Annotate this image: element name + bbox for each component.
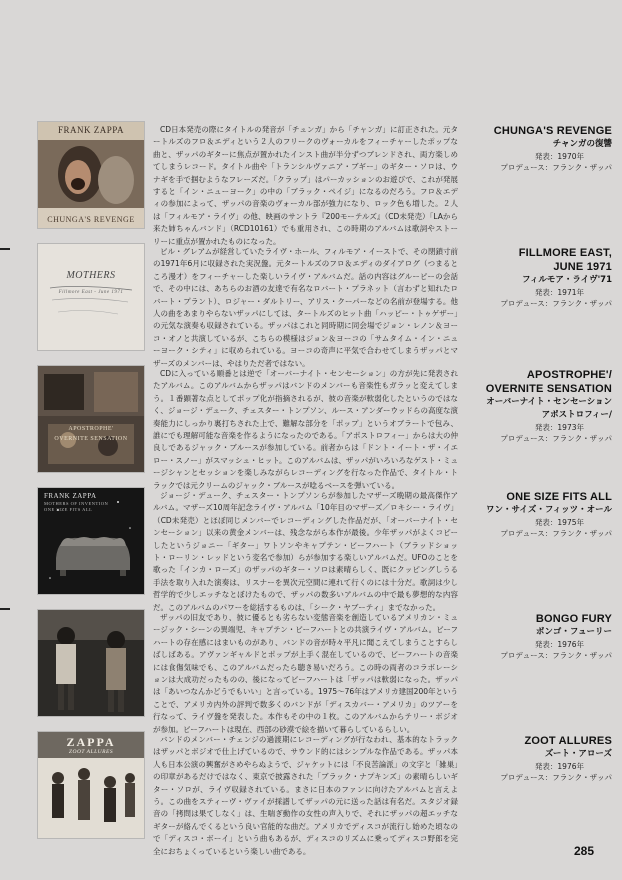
- album-cover: [38, 122, 144, 228]
- album-title-ja: オーバーナイト・センセーション アポストロフィー/: [486, 397, 612, 420]
- release-year: 発表：1971年: [534, 288, 584, 297]
- cover-art-bongo-fury: [38, 610, 144, 716]
- album-description: CDに入っている順番とは逆で「オーバーナイト・センセーション」の方が先に発表されたアルバム。このアルバムからザッパはバンドのメンバーも音楽性もガラッと変えてしまう。１番顕著な点としてポップ化が指摘されるが、彼の音楽が軟弱化したというのではなく、ジョージ・デューク、チェスター・トンプソン、ルース・アンダーウッドらの高度な演奏能力にしっかり裏打ちされた上で、難解な部分を「ポップ」というオブラートで包み、誰にでも理解可能な音楽を作るようになったのである。「アポストロフィー」からは大の仲良しであるジャック・ブルースが参加している。前者からは「ドント・イート・ザ・イエロー・スノー」がスマッシュ・ヒット。このアルバムは、ザッパがいろいろなゲスト・ミュージシャンとセッションを楽しみながらレコーディングを行なった作品で、タイトル・トラックでは元クリームのジャック・ブルースが唸るベースを弾いている。: [153, 369, 458, 490]
- page-number: 285: [573, 844, 594, 858]
- release-year: 発表：1970年: [534, 152, 584, 161]
- album-description: ジョージ・デューク、チェスター・トンプソンらが参加したマザーズ晩期の最高傑作アルバム。マザーズ10周年記念ライヴ・アルバム「10年目のマザーズ／ロキシー・ライヴ」（CD未発売）とほぼ同じメンバーでレコーディングした作品だが、「オーバーナイト・センセーション」以来の黄金メンバーは、残念ながら本作が最後。少年ザッパがよくコピーしたというジョニー「ギター」ワトソンやキャプテン・ビーフハート（ブラッドショット・ローリン・レッドという変名で参加）らが参加する楽しいアルバムだ。UFOのことを歌った「インカ・ローズ」のザッパのギター・ソロは素晴らしく、既にクッピングしうる手法を取り入れた演奏は、リスナーを異次元空間に連れて行くのには十分だ。歌詞は少し哲学的で少しエッチなとぼけたもので、ザッパの数多いアルバムの中で最も夢想的な内容だ。このアルバムのパワーを総括するものは、「シーク・ヤブーティ」までなかった。: [153, 491, 458, 612]
- cover-artist-text: FRANK ZAPPA: [44, 492, 97, 500]
- cover-title-text: ONE SIZE FITS ALL: [44, 507, 93, 512]
- release-year: 発表：1976年: [534, 640, 584, 649]
- album-cover: [38, 366, 144, 472]
- cover-band-text: MOTHERS OF INVENTION: [44, 501, 109, 506]
- album-meta: [462, 490, 612, 539]
- producer-credit: プロデュース：フランク・ザッパ: [500, 529, 612, 538]
- album-description: バンドのメンバー・チェンジの過渡期にレコーディングが行なわれ、基本的なトラックはザッパとボジオで仕上げているので、サウンド的にはシンプルな作品である。ザッパ本人も日本公演の興奮がさめやらぬようで、ジャケットには「不良苦論派」の文字と「雑巣」の印章があるだけではなく、東京で披露された「ブラック・ナプキンズ」の素晴らしいギター・ソロが、ライヴ収録されている。まさに日本のファンに向けたアルバムと言えよう。この曲をスティーヴ・ヴァイが採譜してザッパの元に送った話は有名だ。スタジオ録音の「拷問は果てしなく」は、生喘ぎ動作の女性の声入りで、それにザッパの超エッチなギターが絡んでくるという良い官能的な曲だ。アメリカでディスコが流行し始めた頃なので「ディスコ・ボーイ」という曲もあるが、ディスコのリズムに乗ってディスコ野郎を完全におちょくっているという楽しい曲である。: [153, 735, 458, 856]
- release-year: 発表：1975年: [534, 518, 584, 527]
- cover-art-fillmore-east: [38, 244, 144, 350]
- album-title-ja: ボンゴ・フューリー: [535, 627, 612, 637]
- album-cover: [38, 244, 144, 350]
- cover-title-text: APOSTROPHE': [68, 426, 114, 432]
- cover-subtitle-text: OVERNITE SENSATION: [54, 436, 128, 442]
- album-entry: [38, 244, 612, 368]
- release-year: 発表：1973年: [534, 423, 584, 432]
- album-description: CD日本発売の際にタイトルの発音が「チュンガ」から「チャンガ」に訂正された。元タートルズのフロ＆エディという２人のフリークのヴォーカルをフィーチャーしたポップな曲と、ザッパのギターに焦点が置かれたインスト曲が半分ずつブレンドされ、両方楽しめてしまうレコード。タイトル曲や「トランシルヴァニア・ブギー」のギター・ソロは、ウナギを手で掴むようなフレーズだ。「クラップ」はパーカッションのお遊びで、これが発展すると「イン・ニューヨーク」の中の「ブラック・ペイジ」になるのだろう。フロ＆エディの参加によって、ザッパの音楽のヴォーカル部が強力になり、ロック色も増した。２人は「フィルモア・ライヴ」の他、映画のサントラ『200モーテルズ』（CD未発売）「LAから来た姉ちゃんバンド」（RCD10161）でも重用され、この時期のアルバムは歌詞やストーリーに重点が置かれたものになった。: [153, 125, 458, 246]
- producer-credit: プロデュース：フランク・ザッパ: [500, 299, 612, 308]
- release-year: 発表：1976年: [534, 762, 584, 771]
- producer-credit: プロデュース：フランク・ザッパ: [500, 163, 612, 172]
- album-entry: [38, 366, 612, 490]
- cover-title-text: MOTHERS: [66, 270, 116, 281]
- album-title-ja: フィルモア・ライヴ'71: [522, 275, 612, 285]
- cover-art-apostrophe-overnite: [38, 366, 144, 472]
- album-description: ザッパの旧友であり、彼に優るとも劣らない変態音楽を創造しているアメリカン・ミュージック・シーンの異端児、キャプテン・ビーフハートとの共演ライヴ・アルバム。ビーフハートの存在感にはまいものがあり、バンドの音が時々平凡に聞こえてしまうことすらしばしばある。アヴァンギャルドとポップが上手く混在しているので、ビーフハートの音楽には食傷気味でも、このアルバムだったら聴き易いだろう。この時の両者のコラボレーションは大成功だったものの、後になってビーフハートは「ザッパは軟弱になった。ザッパは「あいつなんかどうでもいい」と言っている。1975〜76年はアメリカ建国200年ということで、アメリカ内外の評判で数多くのバンドが「ディスカバー・アメリカ」のツアーを行なって、ライヴ盤を発表した。本作もその中の１枚。このアルバムからテリー・ボジオが参加。ビーフハートは現在、西部の砂漠で絵を描いて暮らしているらしい。: [153, 613, 458, 734]
- cover-artist-text: ZAPPA: [66, 735, 116, 749]
- album-meta: [462, 734, 612, 783]
- producer-credit: プロデュース：フランク・ザッパ: [500, 651, 612, 660]
- album-meta: [462, 368, 612, 444]
- album-entry: [38, 610, 612, 734]
- album-title-en: ONE SIZE FITS ALL: [506, 491, 612, 503]
- album-title-ja: チャンガの復讐: [552, 139, 612, 149]
- album-title-en: BONGO FURY: [535, 613, 612, 625]
- cover-title-text: CHUNGA'S REVENGE: [47, 215, 135, 224]
- album-title-en: APOSTROPHE'/ OVERNITE SENSATION: [485, 369, 612, 395]
- cover-artist-text: FRANK ZAPPA: [58, 125, 124, 135]
- album-meta: [462, 612, 612, 661]
- album-title-en: FILLMORE EAST, JUNE 1971: [518, 247, 612, 273]
- album-meta: [462, 124, 612, 173]
- album-entry: [38, 122, 612, 246]
- cover-art-chungas-revenge: [38, 122, 144, 228]
- binding-mark: [0, 608, 10, 610]
- cover-title-text: ZOOT ALLURES: [68, 749, 114, 755]
- album-cover: [38, 610, 144, 716]
- cover-subtitle-text: Fillmore East - June 1971: [58, 290, 124, 295]
- album-cover: [38, 488, 144, 594]
- album-title-ja: ワン・サイズ・フィッツ・オール: [486, 505, 612, 515]
- album-title-en: ZOOT ALLURES: [524, 735, 612, 747]
- binding-mark: [0, 248, 10, 250]
- producer-credit: プロデュース：フランク・ザッパ: [500, 773, 612, 782]
- album-title-en: CHUNGA'S REVENGE: [493, 125, 612, 137]
- album-title-ja: ズート・アローズ: [544, 749, 612, 759]
- album-meta: [462, 246, 612, 309]
- album-cover: [38, 732, 144, 838]
- album-entry: [38, 488, 612, 612]
- album-description: ビル・グレアムが経営していたライヴ・ホール、フィルモア・イーストで、その閉鎖寸前の1971年6月に収録された実況盤。元タートルズのフロ＆エディのダイアログ（つまるところ漫才）をフィーチャーした楽しいライヴ・アルバムだ。話の内容はグルーピーの会話で、その中には、あちらのお酒の友達で有名なロバート・プラネット（言わずと知れたロバート・プラント）、ロジャー・ダルトリー、アリス・クーパーなどの名前が登場する。他人の曲をあまりやらないザッパにしては、タートルズのヒット曲「ハッピー・トゥゲザー」の元気な演奏も収録されている。ザッパはこれと同時期に同会場でジョン・レノン＆ヨーコ・オノと共演しているが、こちらの模様はジョン＆ヨーコの「サムタイム・イン・ニューヨーク・シティ」に収められている。ヨーコの奇声に平気で合わせてしまうザッパとマザーズのメンバーは、やはりただ者ではない。: [153, 247, 458, 368]
- producer-credit: プロデュース：フランク・ザッパ: [500, 434, 612, 443]
